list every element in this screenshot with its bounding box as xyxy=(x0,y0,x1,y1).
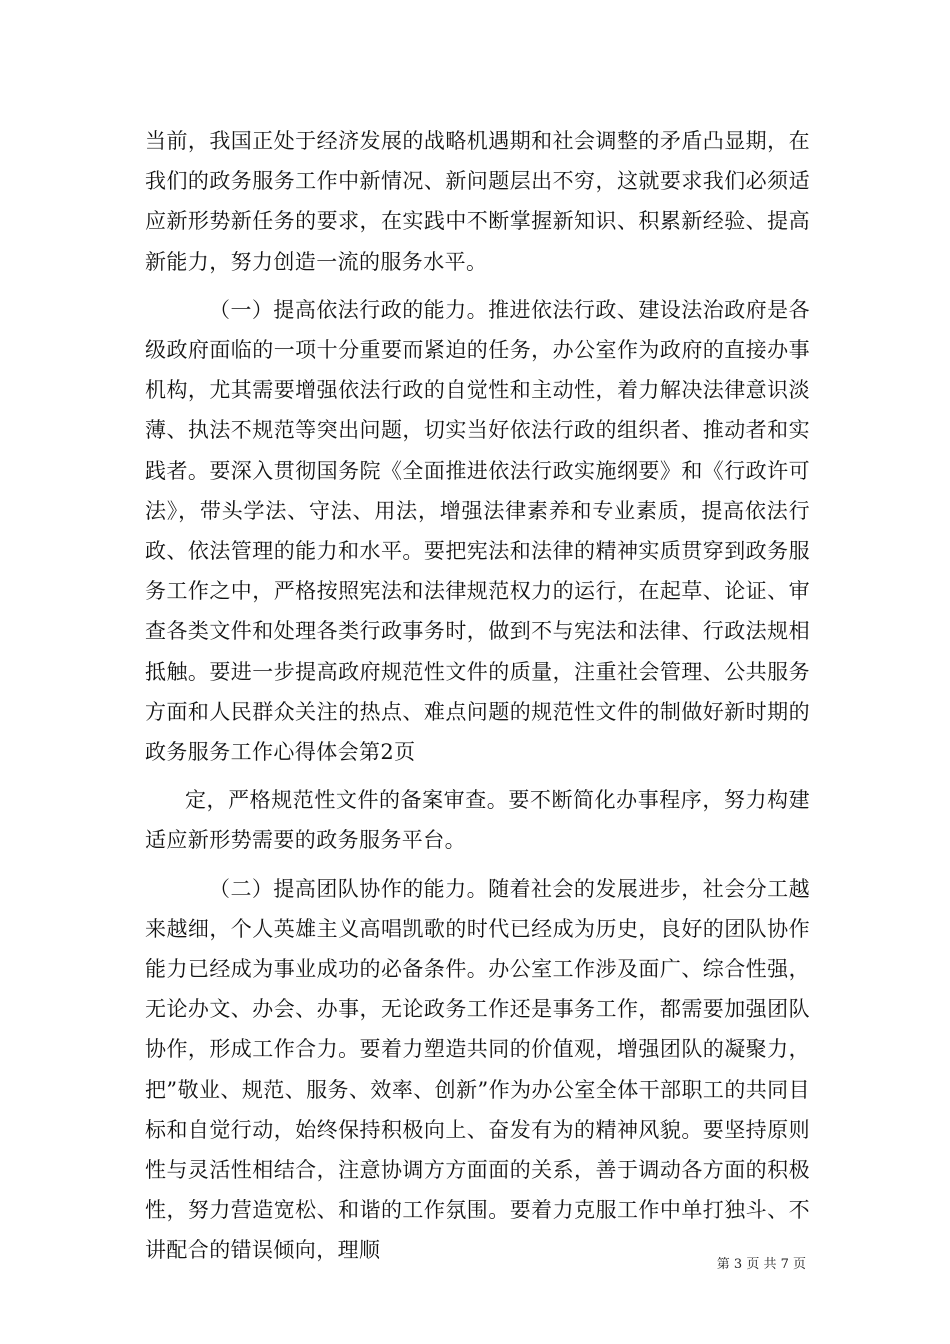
document-body xyxy=(145,121,810,1271)
paragraph-section-one: （一）提高依法行政的能力。推进依法行政、建设法治政府是各级政府面临的一项十分重要而紧迫的任务，办公室作为政府的直接办事机构，尤其需要增强依法行政的自觉性和主动性，着力解决法律意识淡薄、执法不规范等突出问题，切实当好依法行政的组织者、推动者和实践者。要深入贯彻国务院《全面推进依法行政实施纲要》和《行政许可法》，带头学法、守法、用法，增强法律素养和专业素质，提高依法行政、依法管理的能力和水平。要把宪法和法律的精神实质贯穿到政务服务工作之中，严格按照宪法和法律规范权力的运行，在起草、论证、审查各类文件和处理各类行政事务时，做到不与宪法和法律、行政法规相抵触。要进一步提高政府规范性文件的质量，注重社会管理、公共服务方面和人民群众关注的热点、难点问题的规范性文件的制做好新时期的政务服务工作心得体会第2页 xyxy=(145,297,810,765)
page-number-footer: 第 3 页 共 7 页 xyxy=(716,1257,806,1272)
paragraph-continuation: 定，严格规范性文件的备案审查。要不断简化办事程序，努力构建适应新形势需要的政务服务平台。 xyxy=(145,788,810,853)
paragraph-intro: 当前，我国正处于经济发展的战略机遇期和社会调整的矛盾凸显期，在我们的政务服务工作中新情况、新问题层出不穷，这就要求我们必须适应新形势新任务的要求，在实践中不断掌握新知识、积累新经验、提高新能力，努力创造一流的服务水平。 xyxy=(145,129,810,274)
paragraph-section-two: （二）提高团队协作的能力。随着社会的发展进步，社会分工越来越细，个人英雄主义高唱凯歌的时代已经成为历史，良好的团队协作能力已经成为事业成功的必备条件。办公室工作涉及面广、综合性强，无论办文、办会、办事，无论政务工作还是事务工作，都需要加强团队协作，形成工作合力。要着力塑造共同的价值观，增强团队的凝聚力，把”敬业、规范、服务、效率、创新”作为办公室全体干部职工的共同目标和自觉行动，始终保持积极向上、奋发有为的精神风貌。要坚持原则性与灵活性相结合，注意协调方方面面的关系，善于调动各方面的积极性，努力营造宽松、和谐的工作氛围。要着力克服工作中单打独斗、不讲配合的错误倾向，理顺 xyxy=(145,876,810,1263)
